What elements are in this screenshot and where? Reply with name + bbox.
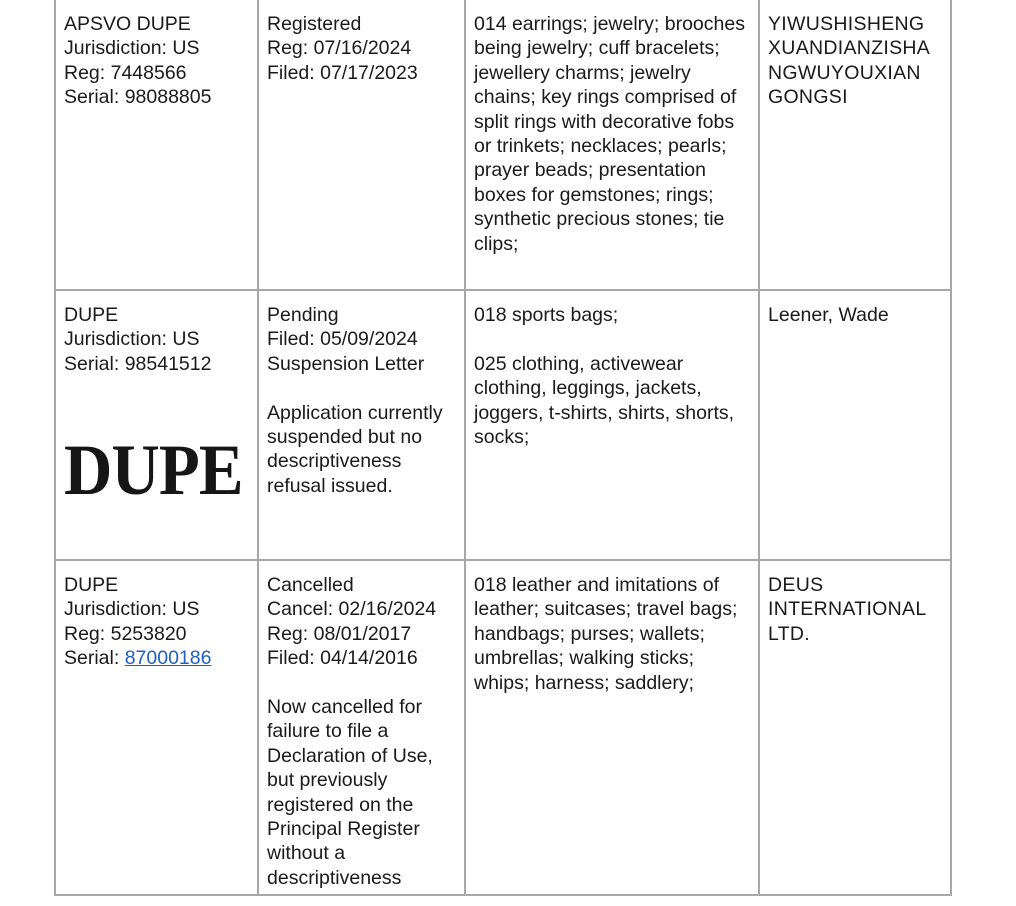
owner-cell — [758, 289, 952, 559]
registration-number: Reg: 5253820 — [64, 622, 187, 645]
jurisdiction: Jurisdiction: US — [64, 328, 200, 351]
serial-label: Serial: — [64, 647, 125, 670]
goods-cell — [464, 289, 758, 559]
serial-number — [64, 85, 249, 109]
goods-cell — [464, 0, 758, 289]
status-cell — [257, 559, 464, 896]
registration-number: Reg: 7448566 — [64, 61, 187, 84]
jurisdiction: Jurisdiction: US — [64, 37, 200, 60]
table-row — [54, 0, 952, 289]
serial-link[interactable]: 87000186 — [124, 647, 212, 670]
filed-date: Filed: 04/14/2016 — [267, 647, 418, 670]
goods-class-text: 018 leather and imitations of leather; suitcases; travel bags; handbags; purses; wallets; umbrellas; walking sticks; whips; harness; saddlery; — [474, 574, 738, 694]
serial-value: 98088805 — [124, 86, 212, 109]
spacer — [267, 671, 456, 695]
mark-logo-image: DUPE — [64, 430, 243, 511]
table-row — [54, 289, 952, 559]
registration-date: Reg: 07/16/2024 — [267, 37, 412, 60]
serial-number — [64, 352, 249, 376]
status-state: Cancelled — [267, 574, 354, 596]
status-action: Suspension Letter — [267, 352, 425, 375]
jurisdiction: Jurisdiction: US — [64, 598, 200, 621]
goods-class-text: 014 earrings; jewelry; brooches being jewelry; cuff bracelets; jewellery charms; jewelry chains; key rings comprised of split rings with decorative fobs or trinkets; necklaces; pearls; prayer beads; presentation boxes for gemstones; rings; synthetic precious stones; tie clips; — [474, 13, 745, 255]
owner-name: DEUS INTERNATIONAL LTD. — [768, 574, 926, 645]
goods-class-text: 025 clothing, activewear clothing, leggings, jackets, joggers, t-shirts, shirts, shorts, socks; — [474, 352, 735, 449]
goods-class-text: 018 sports bags; — [474, 304, 619, 326]
filed-date: Filed: 05/09/2024 — [267, 328, 418, 351]
serial-value: 98541512 — [124, 352, 212, 375]
mark-name: APSVO DUPE — [64, 13, 191, 35]
filed-date: Filed: 07/17/2023 — [267, 61, 418, 84]
table-row — [54, 559, 952, 896]
mark-cell — [54, 289, 257, 559]
spacer — [267, 376, 456, 400]
mark-cell — [54, 0, 257, 289]
owner-name: Leener, Wade — [768, 304, 889, 326]
mark-name: DUPE — [64, 304, 119, 326]
status-cell — [257, 0, 464, 289]
trademark-table-container — [54, 0, 952, 896]
owner-cell — [758, 0, 952, 289]
status-note: Now cancelled for failure to file a Declaration of Use, but previously registered on the Principal Register without a descriptiveness — [267, 696, 433, 889]
owner-cell — [758, 559, 952, 896]
status-state: Registered — [267, 13, 362, 35]
spacer — [474, 327, 750, 351]
cancel-date: Cancel: 02/16/2024 — [267, 598, 437, 621]
status-state: Pending — [267, 304, 339, 326]
goods-cell — [464, 559, 758, 896]
serial-label: Serial: — [64, 86, 125, 109]
registration-date: Reg: 08/01/2017 — [267, 622, 412, 645]
owner-name: YIWUSHISHENG XUANDIANZISHA NGWUYOUXIAN GONGSI — [768, 13, 930, 109]
trademark-table — [54, 0, 952, 896]
status-cell — [257, 289, 464, 559]
status-note: Application currently suspended but no descriptiveness refusal issued. — [267, 401, 443, 497]
serial-label: Serial: — [64, 352, 125, 375]
serial-number — [64, 646, 249, 670]
mark-cell — [54, 559, 257, 896]
mark-name: DUPE — [64, 574, 119, 596]
